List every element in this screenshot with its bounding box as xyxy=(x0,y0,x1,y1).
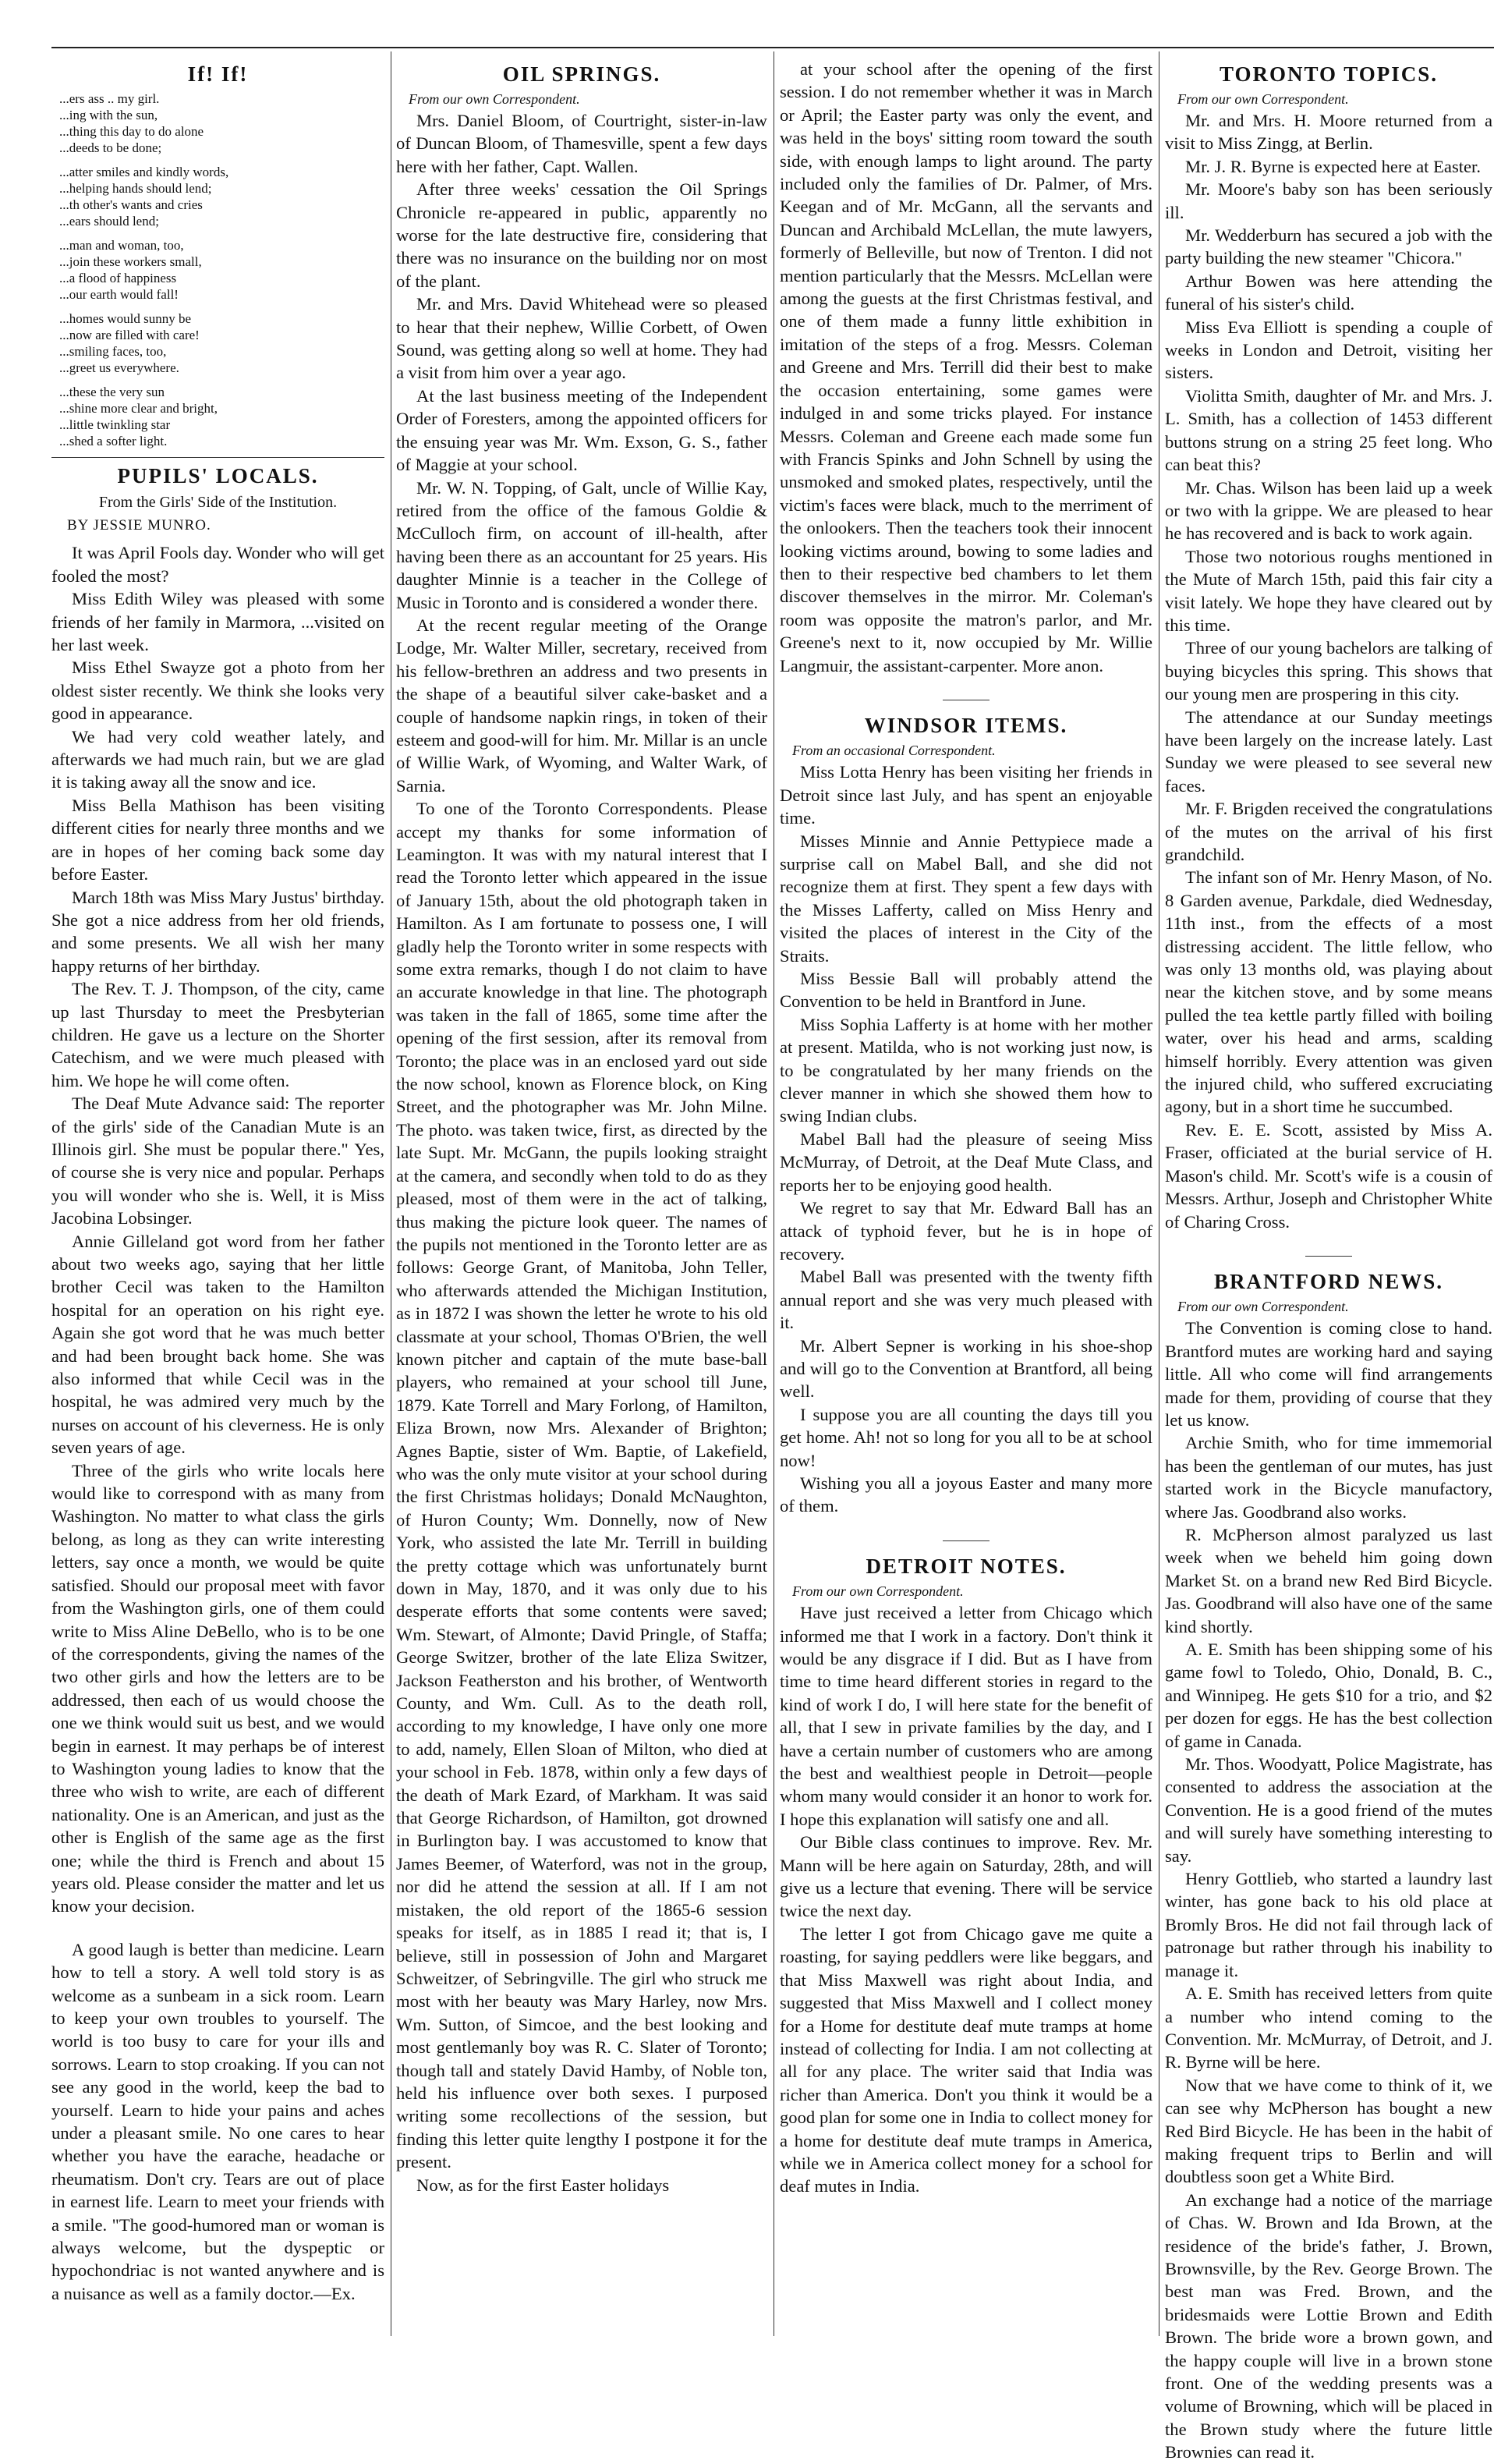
paragraph: The Rev. T. J. Thompson, of the city, came up last Thursday to meet the Presbyterian children. He gave us a lecture on the Shorter Catechism, and we were much pleased with him. We hope he will come often. xyxy=(51,979,384,1090)
section-divider xyxy=(780,683,1152,706)
paragraph: It was April Fools day. Wonder who will get fooled the most? xyxy=(51,543,384,586)
article-body xyxy=(396,109,767,2196)
paragraph: At the last business meeting of the Independent Order of Foresters, among the appointed officers for the ensuing year was Mr. Wm. Exson, G. S., father of Maggie at your school. xyxy=(396,385,767,475)
poem-line: ...little twinkling star xyxy=(59,417,171,432)
section-title-brantford-news: BRANTFORD NEWS. xyxy=(1213,1270,1444,1294)
paragraph: Mr. and Mrs. H. Moore returned from a visit to Miss Zingg, at Berlin. xyxy=(1165,111,1492,154)
poem-line: ...man and woman, too, xyxy=(59,238,184,253)
byline: From our own Correspondent. xyxy=(1177,1299,1349,1315)
paragraph: Misses Minnie and Annie Pettypiece made a surprise call on Mabel Ball, and she did not recognize them at first. They spent a few days with the Misses Lafferty, called on Miss Henry and visited the places of interest in the City of the Straits. xyxy=(780,831,1152,966)
paragraph: Annie Gilleland got word from her father about two weeks ago, saying that her little brother Cecil was taken to the Hamilton hospital for an operation on his right eye. Again she got word that he was much better and had been brought back home. She was also informed that while Cecil was in the hospital, he was admired very much by the nurses on account of his cleverness. He is only seven years of age. xyxy=(51,1231,384,1458)
paragraph: Arthur Bowen was here attending the funeral of his sister's child. xyxy=(1165,271,1492,314)
section-title-windsor-items: WINDSOR ITEMS. xyxy=(864,714,1068,738)
byline: From our own Correspondent. xyxy=(792,1583,964,1600)
paragraph: A. E. Smith has received letters from quite a number who intend coming to the Convention. Mr. McMurray, of Detroit, and J. R. Byrne will be here. xyxy=(1165,1984,1492,2072)
poem-line: ...our earth would fall! xyxy=(59,287,179,302)
section-divider xyxy=(1165,1239,1492,1262)
poem-line: ...atter smiles and kindly words, xyxy=(59,165,229,179)
poem-line: ...these the very sun xyxy=(59,385,165,399)
paragraph: Mr. J. R. Byrne is expected here at Easter. xyxy=(1185,156,1481,176)
paragraph: March 18th was Miss Mary Justus' birthday. She got a nice address from her old friends, and some presents. We all wish her many happy returns of her birthday. xyxy=(51,887,384,976)
paragraph: The attendance at our Sunday meetings have been largely on the increase lately. Last Sunday we were pleased to see several new faces. xyxy=(1165,707,1492,796)
paragraph: Miss Bella Mathison has been visiting different cities for nearly three months and we are in hopes of her coming back some day before Easter. xyxy=(51,795,384,885)
stanza-gap xyxy=(51,156,384,164)
paragraph: Mabel Ball was presented with the twenty fifth annual report and she was very much pleased with it. xyxy=(780,1267,1152,1333)
paragraph: An exchange had a notice of the marriage of Chas. W. Brown and Ida Brown, at the residence of the bride's father, J. Brown, Brownsville, by the Rev. George Brown. The best man was Fred. Brown, and the bridesmaids were Lottie Brown and Edith Brown. The bride wore a brown gown, and the happy couple will live in a brown stone front. One of the wedding presents was a volume of Browning, which will be placed in the Brown study where the future little Brownies can read it. xyxy=(1165,2189,1492,2462)
paragraph: Archie Smith, who for time immemorial has been the gentleman of our mutes, has just started work in the Bicycle manufactory, where Jas. Goodbrand also works. xyxy=(1165,1433,1492,1522)
poem-title: If! If! xyxy=(187,62,249,86)
paragraph: Three of our young bachelors are talking of buying bicycles this spring. This shows that our young men are prospering in this city. xyxy=(1165,638,1492,704)
paragraph: Mr. W. N. Topping, of Galt, uncle of Willie Kay, retired from the office of the famous Goldie & McCulloch firm, on account of ill-health, after having been there as an accountant for 25 years. His daughter Minnie is a teacher in the College of Music in Toronto and is considered a wonder there. xyxy=(396,477,767,612)
stanza-gap xyxy=(51,229,384,237)
paragraph: I suppose you are all counting the days till you get home. Ah! not so long for you all to be at school now! xyxy=(780,1404,1152,1470)
poem-line: ...a flood of happiness xyxy=(59,271,177,285)
article-body xyxy=(780,1601,1152,2198)
poem-line: ...now are filled with care! xyxy=(59,328,200,342)
poem-line: ...ears should lend; xyxy=(59,214,159,229)
section-title-toronto-topics: TORONTO TOPICS. xyxy=(1219,62,1439,86)
byline: From our own Correspondent. xyxy=(409,91,580,107)
paragraph: Have just received a letter from Chicago which informed me that I work in a factory. Don't think it would be any disgrace if I did. But as I have from time to time heard different stories in regard to the kind of work I do, I will here state for the benefit of all, that I sew in private families by the day, and I have a certain number of customers who are among the best and wealthiest people in Detroit—people whom many would consider it an honor to work for. I hope this explanation will satisfy one and all. xyxy=(780,1603,1152,1829)
paragraph: Wishing you all a joyous Easter and many more of them. xyxy=(780,1473,1152,1516)
poem-line: ...ers ass .. my girl. xyxy=(59,91,160,106)
author-line: BY JESSIE MUNRO. xyxy=(67,517,211,534)
column-3 xyxy=(780,58,1152,2336)
column-4 xyxy=(1165,58,1492,2462)
paragraph: To one of the Toronto Correspondents. Please accept my thanks for some information of Leamington. It was with my natural interest that I read the Toronto letter which appeared in the issue of January 15th, about the old photograph taken in Hamilton. As I am fortunate to possess one, I will gladly help the Toronto writer in some respects with some extra remarks, though I do not claim to have an accurate knowledge in that line. The photograph was taken in the fall of 1865, some time after the opening of the first session, after its removal from Toronto; the place was in an enclosed yard out side the now school, known as Florence block, on King Street, and the photographer was Mr. John Milne. The photo. was taken twice, first, as directed by the late Supt. Mr. McGann, the pupils looking straight at the camera, and secondly when told to do as they pleased, most of them were in the act of talking, thus making the picture look queer. The names of the pupils not mentioned in the Toronto letter are as follows: George Grant, of Manitoba, John Teller, who afterwards attended the Michigan Institution, as in 1872 I was shown the letter he wrote to his old classmate at your school, Thomas O'Brien, the well known pitcher and captain of the mute base-ball players, who remained at your school till June, 1879. Kate Torrell and Mary Forlong, of Hamilton, Eliza Brown, now Mrs. Alexander of Brighton; Agnes Baptie, sister of Wm. Baptie, of Lakefield, who was the only mute visitor at your school during the first Christmas holidays; Donald McNaughton, of Huron County; Wm. Donnelly, now of New York, who assisted the late Mr. Terrill in building the pretty cottage which was unfortunately burnt down in May, 1870, and it was only due to his desperate efforts that some contents were saved; Wm. Stewart, of Almonte; David Pringle, of Staffa; George Switzer, brother of the late Eliza Switzer, Jackson Featherston and his brother, of Wentworth County, and Wm. Cull. As to the death roll, according to my knowledge, I have only one more to add, namely, Ellen Sloan of Milton, who died at your school in Feb. 1878, within only a few days of the death of Mark Ezard, of Markham. It was said that George Richardson, of Hamilton, got drowned in Burlington bay. I was accustomed to know that James Beemer, of Waterford, was not in the group, nor did he attend the session at all. If I am not mistaken, the old report of the 1865-6 session speaks for itself, as in 1885 I read it; that is, I believe, still in possession of John and Margaret Schweitzer, of Sebringville. The girl who struck me most with her beauty was Mary Harley, now Mrs. Wm. Sutton, of Simcoe, and the best looking and most gentlemanly boy was R. C. Slater of Toronto; though tall and stately David Hamby, of Noble ton, held his influence over both sexes. I purposed writing some recollections of the session, but finding this letter quite lengthy I postpone it for the present. xyxy=(396,799,767,2172)
paragraph: After three weeks' cessation the Oil Springs Chronicle re-appeared in public, apparently no worse for the late destructive fire, considering that there was no insurance on the building nor on most of the plant. xyxy=(396,179,767,291)
byline: From an occasional Correspondent. xyxy=(792,743,996,759)
paragraph: We regret to say that Mr. Edward Ball has an attack of typhoid fever, but he is in hope of recovery. xyxy=(780,1198,1152,1264)
paragraph: We had very cold weather lately, and afterwards we had much rain, but we are glad it is taking away all the snow and ice. xyxy=(51,726,384,792)
article-body xyxy=(51,1938,384,2306)
article-body xyxy=(1165,109,1492,1233)
paragraph: Mr. and Mrs. David Whitehead were so pleased to hear that their nephew, Willie Corbett, of Owen Sound, was getting along so well at home. They had a visit from him over a year ago. xyxy=(396,294,767,383)
paragraph: Mrs. Daniel Bloom, of Courtright, sister-in-law of Duncan Bloom, of Thamesville, spent a few days here with her father, Capt. Wallen. xyxy=(396,111,767,176)
section-divider xyxy=(780,1524,1152,1547)
paragraph: Miss Bessie Ball will probably attend the Convention to be held in Brantford in June. xyxy=(780,969,1152,1012)
paragraph: Miss Ethel Swayze got a photo from her oldest sister recently. We think she looks very good in appearance. xyxy=(51,658,384,724)
paragraph: The Deaf Mute Advance said: The reporter of the girls' side of the Canadian Mute is an Illinois girl. She must be popular there." Yes, of course she is very nice and popular. Perhaps you will wonder who she is. Well, it is Miss Jacobina Lobsinger. xyxy=(51,1094,384,1228)
article-body xyxy=(51,541,384,1917)
paragraph: A. E. Smith has been shipping some of his game fowl to Toledo, Ohio, Donald, B. C., and Winnipeg. He gets $10 for a trio, and $2 per dozen for eggs. He has the best collection of game in Canada. xyxy=(1165,1640,1492,1751)
poem-line: ...shed a softer light. xyxy=(59,434,168,448)
paragraph: The infant son of Mr. Henry Mason, of No. 8 Garden avenue, Parkdale, died Wednesday, 11th inst., from the effects of a most distressing accident. The little fellow, who was only 13 months old, was playing about near the kitchen stove, and by some means pulled the tea kettle partly filled with boiling water, over his head and arms, scalding himself horribly. Every attention was given the injured child, who suffered excruciating agony, but in a short time he succumbed. xyxy=(1165,867,1492,1117)
paragraph: The Convention is coming close to hand. Brantford mutes are working hard and saying little. All who come will find arrangements made for them, providing of course that they let us know. xyxy=(1165,1318,1492,1430)
poem-line: ...smiling faces, too, xyxy=(59,344,167,359)
section-divider xyxy=(51,457,384,458)
section-title-pupils-locals: PUPILS' LOCALS. xyxy=(117,464,319,487)
paragraph: at your school after the opening of the first session. I do not remember whether it was in March or April; the Easter party was only the event, and was held in the boys' sitting room toward the south side, with enough lamps to light around. The party included only the families of Dr. Palmer, of Mrs. Keegan and of Mr. McGann, all the servants and Duncan and Archibald McLellan, the mute lawyers, formerly of Belleville, but now of Trenton. I did not mention particularly that the Messrs. McLellan were among the guests at the first Christmas festival, and one of them made a funny little exhibition in imitation of the steps of a frog. Messrs. Coleman and Greene and Mrs. Terrill did their best to make the occasion entertaining, some games were indulged in and some tricks played. For instance Messrs. Coleman and Greene each made some fun with Francis Spinks and John Schnell by using the unsmoked and smoked plates, respectively, until the victim's faces were black, much to the merriment of the onlookers. Then the teachers took their innocent looking victims around, bowing to some ladies and then to their respective bed chambers to let them discover themselves in the mirror. Mr. Coleman's room was opposite the matron's parlor, and Mr. Greene's next to it, now occupied by Mr. Willie Langmuir, the assistant-carpenter. More anon. xyxy=(780,59,1152,675)
article-body xyxy=(780,58,1152,677)
poem-line: ...thing this day to do alone xyxy=(59,124,204,139)
stanza-gap xyxy=(51,303,384,310)
poem-line: ...greet us everywhere. xyxy=(59,360,179,375)
poem-line: ...helping hands should lend; xyxy=(59,181,212,196)
paragraph: Now that we have come to think of it, we can see why McPherson has bought a new Red Bird Bicycle. He has been in the habit of making frequent trips to Berlin and will doubtless soon get a White Bird. xyxy=(1165,2075,1492,2187)
paragraph: At the recent regular meeting of the Orange Lodge, Mr. Walter Miller, secretary, received from his fellow-brethren an address and two presents in the shape of a beautiful silver cake-basket and a couple of handsome napkin rings, in token of their esteem and good-will for him. Mr. Millar is an uncle of Willie Wark, of Wyoming, and Walter Wark, of Sarnia. xyxy=(396,615,767,796)
paragraph: Miss Sophia Lafferty is at home with her mother at present. Matilda, who is not working just now, is to be congratulated by her many friends on the clever manner in which she showed them how to swing Indian clubs. xyxy=(780,1014,1152,1126)
poem-line: ...homes would sunny be xyxy=(59,311,192,326)
newspaper-page xyxy=(51,47,1494,2462)
paragraph: Miss Eva Elliott is spending a couple of weeks in London and Detroit, visiting her sisters. xyxy=(1165,317,1492,383)
paragraph: Miss Lotta Henry has been visiting her friends in Detroit since last July, and has spent an enjoyable time. xyxy=(780,762,1152,828)
paragraph: Mr. Chas. Wilson has been laid up a week or two with la grippe. We are pleased to hear he has recovered and is back to work again. xyxy=(1165,477,1492,544)
paragraph: Rev. E. E. Scott, assisted by Miss A. Fraser, officiated at the burial service of H. Mason's child. Mr. Scott's wife is a cousin of Messrs. Arthur, Joseph and Christopher White of Charing Cross. xyxy=(1165,1119,1492,1232)
paragraph: Miss Edith Wiley was pleased with some friends of her family in Marmora, ...visited on her last week. xyxy=(51,589,384,655)
poem xyxy=(51,90,384,449)
paragraph: Mr. Wedderburn has secured a job with the party building the new steamer "Chicora." xyxy=(1165,225,1492,268)
paragraph: R. McPherson almost paralyzed us last week when we beheld him going down Market St. on a brand new Red Bird Bicycle. Jas. Goodbrand will also have one of the same kind shortly. xyxy=(1165,1524,1492,1636)
paragraph: Mr. F. Brigden received the congratulations of the mutes on the arrival of his first grandchild. xyxy=(1165,799,1492,864)
paragraph: The letter I got from Chicago gave me quite a roasting, for saying peddlers were like beggars, and that Miss Maxwell was right about India, and suggested that Miss Maxwell and I collect money for a Home for destitute deaf mute tramps at home instead of collecting for India. I am not collecting at all for any place. The writer said that India was richer than America. Don't you think it would be a good plan for some one in India to collect money for a home for destitute deaf mute tramps in America, while we in America collect money for a school for deaf mutes in India. xyxy=(780,1923,1152,2196)
poem-line: ...th other's wants and cries xyxy=(59,197,203,212)
paragraph: Those two notorious roughs mentioned in the Mute of March 15th, paid this fair city a visit lately. We hope they have cleared out by this time. xyxy=(1165,546,1492,635)
section-subtitle: From the Girls' Side of the Institution. xyxy=(98,494,338,511)
byline: From our own Correspondent. xyxy=(1177,91,1349,107)
poem-line: ...deeds to be done; xyxy=(59,140,162,155)
article-body xyxy=(1165,1317,1492,2463)
poem-line: ...join these workers small, xyxy=(59,254,202,269)
section-title-oil-springs: OIL SPRINGS. xyxy=(502,62,661,86)
section-title-detroit-notes: DETROIT NOTES. xyxy=(866,1555,1067,1579)
paragraph: Our Bible class continues to improve. Rev. Mr. Mann will be here again on Saturday, 28th, and will give us a lecture that evening. There will be service twice the next day. xyxy=(780,1832,1152,1921)
section-gap xyxy=(51,1918,384,1938)
paragraph: A good laugh is better than medicine. Learn how to tell a story. A well told story is as welcome as a sunbeam in a sick room. Learn to keep your own troubles to yourself. The world is too busy to care for your ills and sorrows. Learn to stop croaking. If you can not see any good in the world, keep the bad to yourself. Learn to hide your pains and aches under a pleasant smile. No one cares to hear whether you have the earache, headache or rheumatism. Don't cry. Tears are out of place in earnest life. Learn to meet your friends with a smile. "The good-humored man or woman is always welcome, but the dyspeptic or hypochondriac is not wanted anywhere and is a nuisance as well as a family doctor.—Ex. xyxy=(51,1939,384,2303)
stanza-gap xyxy=(51,376,384,384)
paragraph: Mr. Thos. Woodyatt, Police Magistrate, has consented to address the association at the Convention. He is a good friend of the mutes and will surely have something interesting to say. xyxy=(1165,1754,1492,1866)
poem-line: ...shine more clear and bright, xyxy=(59,401,218,416)
column-1 xyxy=(51,58,384,2336)
paragraph: Violitta Smith, daughter of Mr. and Mrs. J. L. Smith, has a collection of 1453 different buttons strung on a string 25 feet long. Who can beat this? xyxy=(1165,385,1492,475)
paragraph: Now, as for the first Easter holidays xyxy=(416,2175,670,2195)
paragraph: Mr. Moore's baby son has been seriously ill. xyxy=(1165,179,1492,222)
poem-line: ...ing with the sun, xyxy=(59,108,158,122)
article-body xyxy=(780,760,1152,1517)
column-2 xyxy=(396,58,767,2336)
paragraph: Henry Gottlieb, who started a laundry last winter, has gone back to his old place at Bromly Bros. He did not fail through lack of patronage but rather through his inability to manage it. xyxy=(1165,1869,1492,1980)
paragraph: Mabel Ball had the pleasure of seeing Miss McMurray, of Detroit, at the Deaf Mute Class, and reports her to be enjoying good health. xyxy=(780,1129,1152,1195)
paragraph: Mr. Albert Sepner is working in his shoe-shop and will go to the Convention at Brantford, all being well. xyxy=(780,1335,1152,1402)
paragraph: Three of the girls who write locals here would like to correspond with as many from Washington. No matter to what class the girls belong, as long as they can write interesting letters, say once a month, we would be quite satisfied. Should our proposal meet with favor from the Washington girls, one of them could write to Miss Aline DeBello, who is to be one of the correspondents, giving the names of the two other girls and how the letters are to be addressed, then each of us would choose the one we think would suit us best, and we would begin in earnest. It may perhaps be of interest to Washington young ladies to know that the three who wish to write, are each of different nationality. One is an American, and just as the other is English of the same age as the first one; while the third is French and about 15 years old. Please consider the matter and let us know your decision. xyxy=(51,1460,384,1916)
